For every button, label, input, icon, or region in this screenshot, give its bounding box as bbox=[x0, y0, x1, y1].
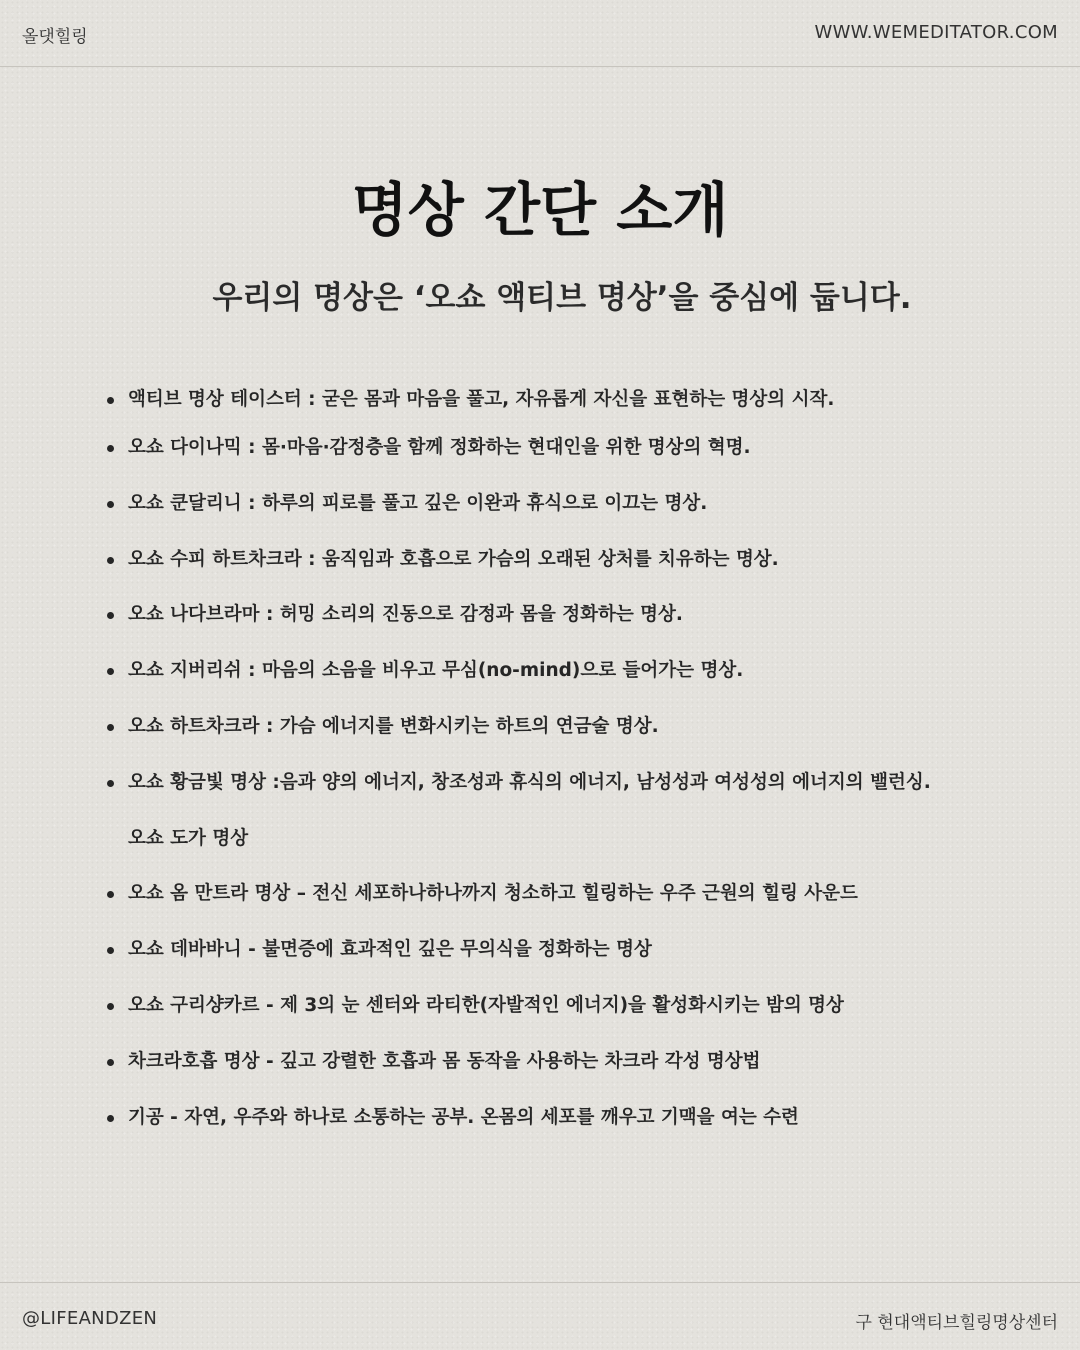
social-handle[interactable]: @LIFEANDZEN bbox=[22, 1308, 158, 1329]
list-item-text: 오쇼 구리샹카르 - 제 3의 눈 센터와 라티한(자발적인 에너지)을 활성화시키는 밤의 명상 bbox=[128, 994, 844, 1016]
bottom-bar bbox=[0, 1282, 1080, 1350]
page-title: 명상 간단 소개 bbox=[351, 176, 729, 244]
list-item bbox=[104, 761, 1054, 817]
bullet-icon bbox=[107, 947, 114, 954]
list-item-text: 오쇼 데바바니 - 불면증에 효과적인 깊은 무의식을 정화하는 명상 bbox=[128, 939, 652, 961]
list-item-text: 오쇼 다이나믹 : 몸·마음·감정층을 함께 정화하는 현대인을 위한 명상의 혁명. bbox=[128, 437, 751, 458]
list-item-text: 오쇼 쿤달리니 : 하루의 피로를 풀고 깊은 이완과 휴식으로 이끄는 명상. bbox=[128, 492, 708, 514]
list-item bbox=[104, 538, 1054, 594]
list-item bbox=[104, 649, 1054, 705]
page-subtitle: 우리의 명상은 ‘오쇼 액티브 명상’을 중심에 둡니다. bbox=[212, 280, 912, 316]
list-item bbox=[104, 378, 1054, 426]
list-item bbox=[104, 705, 1054, 761]
list-item bbox=[104, 872, 1054, 928]
top-bar bbox=[0, 0, 1080, 67]
bullet-icon bbox=[107, 891, 114, 898]
list-item-text: 오쇼 황금빛 명상 :음과 양의 에너지, 창조성과 휴식의 에너지, 남성성과 여성성의 에너지의 밸런싱. bbox=[128, 771, 931, 793]
brand-name: 올댓힐링 bbox=[22, 27, 88, 47]
list-item-text: 오쇼 나다브라마 : 허밍 소리의 진동으로 감정과 몸을 정화하는 명상. bbox=[128, 604, 683, 626]
list-item bbox=[104, 928, 1054, 984]
bullet-icon bbox=[107, 1003, 114, 1010]
list-item bbox=[104, 482, 1054, 538]
list-item bbox=[104, 1040, 1054, 1096]
list-item-text: 기공 - 자연, 우주와 하나로 소통하는 공부. 온몸의 세포를 깨우고 기맥을 여는 수련 bbox=[128, 1106, 799, 1128]
center-name: 구 현대액티브힐링명상센터 bbox=[855, 1313, 1058, 1333]
website-link[interactable]: WWW.WEMEDITATOR.COM bbox=[814, 22, 1058, 43]
bullet-icon bbox=[107, 445, 114, 452]
list-item-text: 차크라호흡 명상 - 깊고 강렬한 호흡과 몸 동작을 사용하는 차크라 각성 명상법 bbox=[128, 1050, 761, 1072]
bullet-icon bbox=[107, 501, 114, 508]
bullet-icon bbox=[107, 612, 114, 619]
list-item bbox=[104, 1096, 1054, 1152]
list-item-text: 오쇼 하트차크라 : 가슴 에너지를 변화시키는 하트의 연금술 명상. bbox=[128, 715, 659, 737]
list-item-text: 액티브 명상 테이스터 : 굳은 몸과 마음을 풀고, 자유롭게 자신을 표현하는 명상의 시작. bbox=[128, 389, 835, 410]
bullet-icon bbox=[107, 397, 114, 404]
bullet-icon bbox=[107, 1059, 114, 1066]
list-item bbox=[104, 817, 1054, 873]
list-item-text: 오쇼 수피 하트차크라 : 움직임과 호흡으로 가슴의 오래된 상처를 치유하는 명상. bbox=[128, 548, 779, 570]
bullet-icon bbox=[107, 780, 114, 787]
bullet-icon bbox=[107, 557, 114, 564]
list-item-text: 오쇼 지버리쉬 : 마음의 소음을 비우고 무심(no-mind)으로 들어가는 명상. bbox=[128, 660, 744, 682]
list-item-text: 오쇼 도가 명상 bbox=[128, 827, 249, 849]
bullet-icon bbox=[107, 668, 114, 675]
list-item bbox=[104, 426, 1054, 482]
list-item-text: 오쇼 옴 만트라 명상 – 전신 세포하나하나까지 청소하고 힐링하는 우주 근원의 힐링 사운드 bbox=[128, 883, 858, 905]
list-item bbox=[104, 984, 1054, 1040]
meditation-list bbox=[104, 378, 1054, 1151]
bullet-icon bbox=[107, 724, 114, 731]
list-item bbox=[104, 593, 1054, 649]
bullet-icon bbox=[107, 1115, 114, 1122]
